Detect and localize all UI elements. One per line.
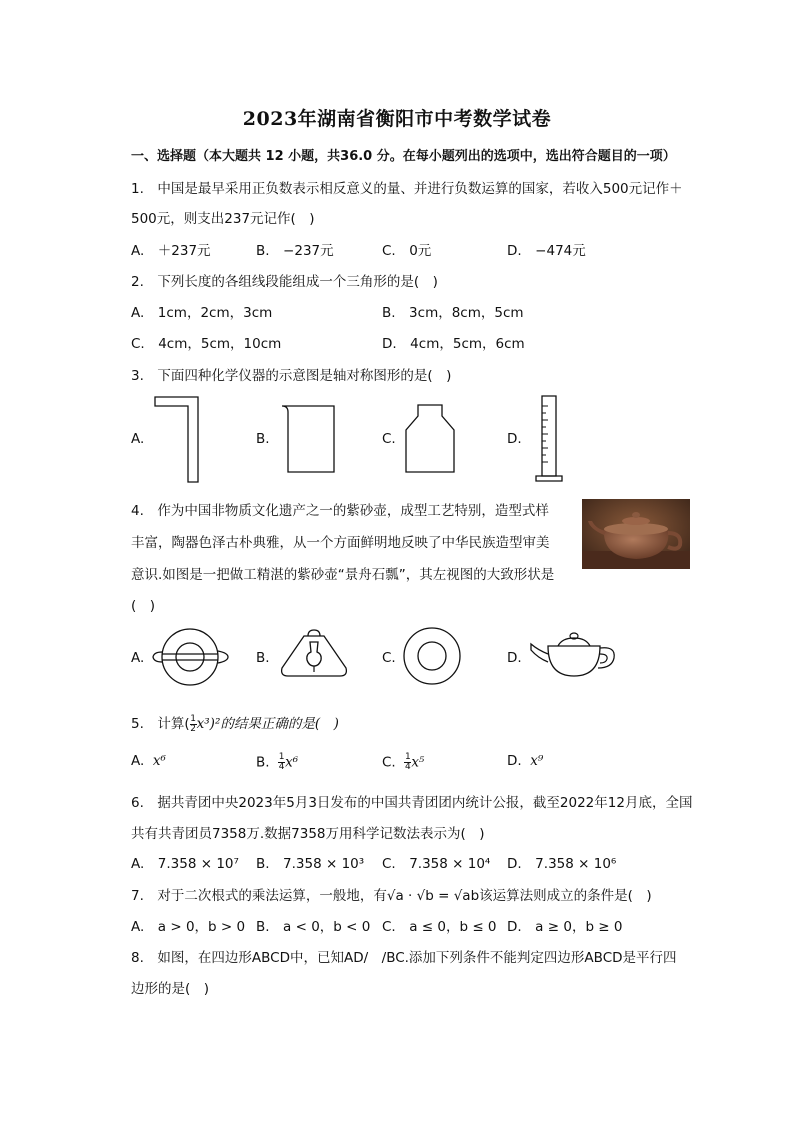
q5-d-value: x⁹ <box>530 753 544 769</box>
q5-c-value: x⁵ <box>411 754 425 771</box>
graduated-cylinder-figure <box>530 392 570 487</box>
q5-option-c <box>382 753 424 772</box>
teapot-photo <box>582 499 690 569</box>
q4-label-b: B. <box>256 650 270 666</box>
q2-option-c: C. 4cm，5cm，10cm <box>131 336 282 352</box>
question-1-line-2: 500元，则支出237元记作( ) <box>131 211 315 227</box>
q5-option-a <box>131 753 166 769</box>
bent-tube-figure <box>150 392 210 487</box>
q2-option-d: D. 4cm，5cm，6cm <box>382 336 525 352</box>
q5-c-label: C. <box>382 754 396 771</box>
q1-option-b: B. −237元 <box>256 243 334 259</box>
q5-option-b <box>256 753 298 772</box>
beaker-figure <box>276 402 341 477</box>
q5-b-num: 1 <box>278 752 285 762</box>
q5-a-label: A. <box>131 753 145 769</box>
teapot-view-d-figure <box>528 628 620 684</box>
q3-label-c: C. <box>382 431 396 447</box>
question-4-line-4: ( ) <box>131 598 156 614</box>
q6-option-a: A. 7.358 × 10⁷ <box>131 856 239 872</box>
q5-option-d <box>507 753 543 769</box>
teapot-view-b-figure <box>274 628 354 684</box>
q5-d-label: D. <box>507 753 522 769</box>
question-8-line-1: 8. 如图，在四边形ABCD中，已知AD/ /BC.添加下列条件不能判定四边形ABCD是平行四 <box>131 950 677 966</box>
q5-b-den: 4 <box>278 762 285 772</box>
q5-fraction <box>190 715 197 734</box>
q7-option-b: B. a < 0，b < 0 <box>256 919 371 935</box>
q5-prefix: 5. 计算( <box>131 716 190 732</box>
q5-c-den: 4 <box>404 762 411 772</box>
section-heading: 一、选择题（本大题共 12 小题，共36.0 分。在每小题列出的选项中，选出符合题目的一项） <box>131 149 676 164</box>
q1-option-c: C. 0元 <box>382 243 432 259</box>
q5-c-num: 1 <box>404 752 411 762</box>
q6-option-d: D. 7.358 × 10⁶ <box>507 856 617 872</box>
question-2: 2. 下列长度的各组线段能组成一个三角形的是( ) <box>131 274 438 290</box>
teapot-view-c-figure <box>400 624 466 690</box>
q3-label-a: A. <box>131 431 145 447</box>
q7-option-a: A. a > 0，b > 0 <box>131 919 246 935</box>
question-4-line-3: 意识.如图是一把做工精湛的紫砂壶“景舟石瓢”，其左视图的大致形状是 <box>131 567 555 583</box>
wide-mouth-bottle-figure <box>400 400 465 480</box>
teapot-view-a-figure <box>150 624 230 690</box>
q1-option-a: A. ＋237元 <box>131 243 211 259</box>
q3-label-b: B. <box>256 431 270 447</box>
q5-frac-den: 2 <box>190 723 197 734</box>
q6-option-c: C. 7.358 × 10⁴ <box>382 856 491 872</box>
q7-option-c: C. a ≤ 0，b ≤ 0 <box>382 919 497 935</box>
question-6-line-1: 6. 据共青团中央2023年5月3日发布的中国共青团团内统计公报，截至2022年12月底，全国 <box>131 795 693 811</box>
question-6-line-2: 共有共青团员7358万.数据7358万用科学记数法表示为( ) <box>131 826 485 842</box>
question-7: 7. 对于二次根式的乘法运算，一般地，有√a · √b = √ab该运算法则成立的条件是( ) <box>131 888 652 904</box>
question-4-line-2: 丰富，陶器色泽古朴典雅，从一个方面鲜明地反映了中华民族造型审美 <box>131 535 550 551</box>
q3-label-d: D. <box>507 431 522 447</box>
q5-expression: x³)²的结果正确的是( ) <box>196 716 339 732</box>
q1-option-d: D. −474元 <box>507 243 586 259</box>
q4-label-c: C. <box>382 650 396 666</box>
question-4-line-1: 4. 作为中国非物质文化遗产之一的紫砂壶，成型工艺特别，造型式样 <box>131 503 549 519</box>
q4-label-a: A. <box>131 650 145 666</box>
q4-label-d: D. <box>507 650 522 666</box>
question-5 <box>131 712 339 734</box>
q5-b-value: x⁶ <box>285 754 299 771</box>
q2-option-b: B. 3cm，8cm，5cm <box>382 305 524 321</box>
question-3: 3. 下面四种化学仪器的示意图是轴对称图形的是( ) <box>131 368 452 384</box>
question-8-line-2: 边形的是( ) <box>131 981 210 997</box>
page-title: 2023年湖南省衡阳市中考数学试卷 <box>242 108 552 130</box>
q5-frac-num: 1 <box>190 713 197 724</box>
q6-option-b: B. 7.358 × 10³ <box>256 856 365 872</box>
q7-option-d: D. a ≥ 0，b ≥ 0 <box>507 919 623 935</box>
q5-a-value: x⁶ <box>152 753 166 769</box>
question-1-line-1: 1. 中国是最早采用正负数表示相反意义的量、并进行负数运算的国家，若收入500元记作＋ <box>131 181 683 197</box>
q2-option-a: A. 1cm，2cm，3cm <box>131 305 273 321</box>
q5-b-label: B. <box>256 754 270 771</box>
